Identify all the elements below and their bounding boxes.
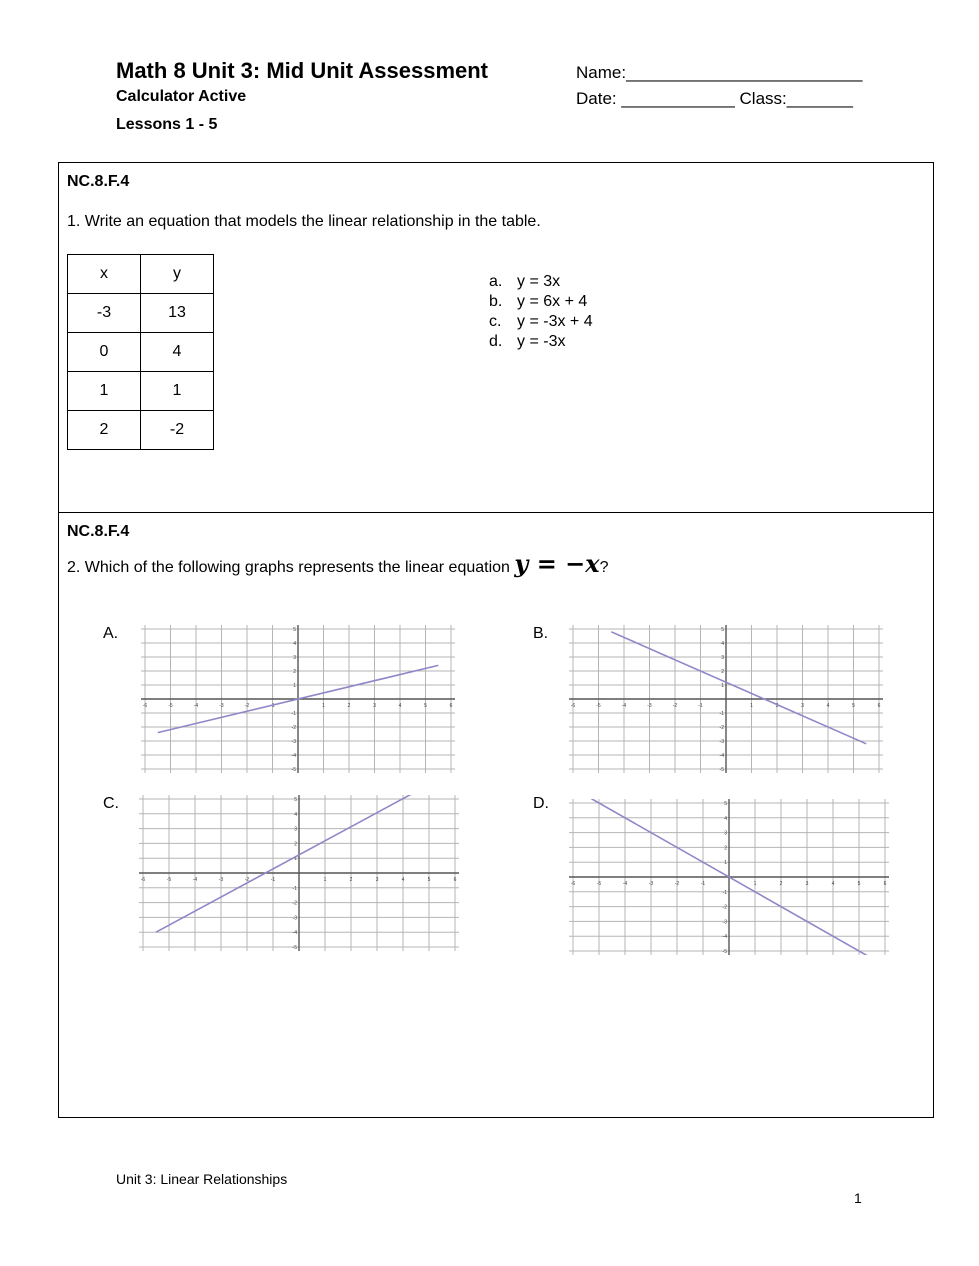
assessment-title: Math 8 Unit 3: Mid Unit Assessment bbox=[116, 58, 489, 83]
table-cell: 1 bbox=[141, 372, 214, 411]
x-tick-label: 4 bbox=[831, 881, 835, 887]
y-tick-label: -4 bbox=[722, 934, 727, 941]
y-tick-label: -4 bbox=[719, 753, 724, 759]
y-tick-label: 4 bbox=[721, 641, 724, 647]
x-tick-label: 4 bbox=[826, 703, 830, 709]
calculator-note: Calculator Active bbox=[116, 88, 247, 105]
y-tick-label: 2 bbox=[293, 669, 296, 675]
x-tick-label: 5 bbox=[427, 877, 431, 883]
x-tick-label: 2 bbox=[347, 703, 351, 709]
y-tick-label: 3 bbox=[294, 826, 297, 833]
y-tick-label: -5 bbox=[719, 767, 724, 773]
y-tick-label: -2 bbox=[292, 900, 297, 907]
y-tick-label: -3 bbox=[291, 739, 296, 745]
x-tick-label: 5 bbox=[857, 881, 861, 887]
y-tick-label: -2 bbox=[719, 725, 724, 731]
choice-text: y = -3x + 4 bbox=[517, 313, 593, 330]
x-tick-label: 2 bbox=[779, 881, 783, 887]
y-tick-label: -2 bbox=[722, 904, 727, 911]
y-tick-label: -4 bbox=[292, 930, 297, 937]
x-tick-label: -5 bbox=[166, 877, 172, 883]
choice-letter: d. bbox=[489, 333, 503, 350]
x-tick-label: -3 bbox=[648, 881, 654, 887]
choice-letter: a. bbox=[489, 273, 503, 290]
table-header-y: y bbox=[141, 255, 214, 294]
answer-choices bbox=[489, 272, 593, 352]
question-2-box bbox=[58, 512, 934, 1118]
y-tick-label: 5 bbox=[294, 797, 297, 803]
page-number: 1 bbox=[854, 1190, 862, 1206]
x-tick-label: 1 bbox=[323, 877, 327, 883]
table-cell: -2 bbox=[141, 411, 214, 450]
date-class-field: Date: ____________ Class:_______ bbox=[576, 89, 853, 108]
table-cell: 4 bbox=[141, 333, 214, 372]
table-row bbox=[68, 294, 214, 333]
y-tick-label: 3 bbox=[721, 655, 724, 661]
x-tick-label: -3 bbox=[647, 703, 652, 709]
y-tick-label: -4 bbox=[291, 753, 296, 759]
x-tick-label: -5 bbox=[168, 703, 173, 709]
x-tick-label: -6 bbox=[142, 703, 148, 709]
x-tick-label: 6 bbox=[883, 881, 887, 887]
choice-letter: b. bbox=[489, 293, 503, 310]
x-tick-label: -2 bbox=[244, 877, 250, 883]
choice-text: y = -3x bbox=[517, 333, 566, 350]
choice-a[interactable] bbox=[489, 272, 593, 292]
graph-c-label: C. bbox=[103, 795, 119, 812]
graph-a-label: A. bbox=[103, 625, 119, 642]
x-tick-label: -1 bbox=[700, 881, 706, 887]
x-tick-label: 4 bbox=[398, 703, 402, 709]
table-row bbox=[68, 372, 214, 411]
x-tick-label: 5 bbox=[424, 703, 427, 709]
graph-d bbox=[569, 799, 889, 955]
question-1-box bbox=[58, 162, 934, 513]
y-tick-label: -1 bbox=[291, 711, 296, 717]
y-tick-label: -1 bbox=[719, 711, 724, 717]
x-tick-label: -4 bbox=[622, 881, 628, 887]
y-tick-label: 3 bbox=[293, 655, 296, 661]
choice-c[interactable] bbox=[489, 312, 593, 332]
table-row bbox=[68, 333, 214, 372]
x-tick-label: -1 bbox=[270, 877, 276, 883]
y-tick-label: 2 bbox=[294, 841, 297, 848]
x-tick-label: -6 bbox=[140, 877, 146, 883]
x-tick-label: 6 bbox=[449, 703, 453, 709]
table-header-row bbox=[68, 255, 214, 294]
x-tick-label: -2 bbox=[244, 703, 250, 709]
y-tick-label: 3 bbox=[724, 830, 727, 837]
table-row bbox=[68, 411, 214, 450]
y-tick-label: -3 bbox=[722, 919, 727, 926]
x-tick-label: 4 bbox=[401, 877, 405, 883]
x-tick-label: -2 bbox=[672, 703, 678, 709]
x-tick-label: -5 bbox=[596, 881, 602, 887]
equation: y = −x bbox=[514, 549, 600, 578]
x-tick-label: 3 bbox=[373, 703, 376, 709]
x-tick-label: 1 bbox=[750, 703, 753, 709]
question-1-standard: NC.8.F.4 bbox=[67, 173, 130, 190]
x-tick-label: 2 bbox=[775, 703, 779, 709]
question-1-prompt: 1. Write an equation that models the linear relationship in the table. bbox=[67, 213, 541, 230]
choice-text: y = 6x + 4 bbox=[517, 293, 588, 310]
table-cell: 2 bbox=[68, 411, 141, 450]
y-tick-label: -5 bbox=[722, 949, 727, 955]
y-tick-label: 5 bbox=[724, 801, 727, 807]
y-tick-label: 4 bbox=[724, 815, 727, 822]
question-2-standard: NC.8.F.4 bbox=[67, 523, 130, 540]
y-tick-label: -5 bbox=[292, 945, 297, 951]
x-tick-label: 6 bbox=[453, 877, 457, 883]
x-tick-label: -1 bbox=[698, 703, 703, 709]
y-tick-label: 1 bbox=[294, 856, 297, 863]
graph-b-label: B. bbox=[533, 625, 549, 642]
y-tick-label: 5 bbox=[721, 627, 724, 633]
y-tick-label: 4 bbox=[294, 811, 297, 818]
x-tick-label: -3 bbox=[218, 877, 224, 883]
x-tick-label: -2 bbox=[674, 881, 680, 887]
xy-table bbox=[67, 254, 214, 450]
question-2-prompt: 2. Which of the following graphs represents the linear equation bbox=[67, 559, 510, 576]
table-header-x: x bbox=[68, 255, 141, 294]
y-tick-label: 1 bbox=[721, 683, 724, 689]
x-tick-label: 3 bbox=[801, 703, 804, 709]
table-cell: 0 bbox=[68, 333, 141, 372]
x-tick-label: 2 bbox=[349, 877, 353, 883]
y-tick-label: -5 bbox=[291, 767, 296, 773]
choice-letter: c. bbox=[489, 313, 502, 330]
y-tick-label: -3 bbox=[719, 739, 724, 745]
y-tick-label: 5 bbox=[293, 627, 296, 633]
table-cell: 13 bbox=[141, 294, 214, 333]
x-tick-label: 3 bbox=[375, 877, 379, 883]
graph-d-label: D. bbox=[533, 795, 549, 812]
graph-a bbox=[141, 625, 455, 773]
y-tick-label: 1 bbox=[293, 683, 296, 689]
y-tick-label: 2 bbox=[721, 669, 724, 675]
y-tick-label: 2 bbox=[724, 845, 727, 852]
x-tick-label: -1 bbox=[270, 703, 275, 709]
x-tick-label: -4 bbox=[193, 703, 199, 709]
x-tick-label: -6 bbox=[570, 881, 576, 887]
x-tick-label: 3 bbox=[805, 881, 809, 887]
graph-c bbox=[139, 795, 459, 951]
graph-b bbox=[569, 625, 883, 773]
question-2-prompt-line bbox=[67, 549, 608, 578]
x-tick-label: -5 bbox=[596, 703, 601, 709]
x-tick-label: 1 bbox=[753, 881, 757, 887]
lessons-range: Lessons 1 - 5 bbox=[116, 116, 218, 133]
x-tick-label: 1 bbox=[322, 703, 325, 709]
y-tick-label: -2 bbox=[291, 725, 296, 731]
footer-unit: Unit 3: Linear Relationships bbox=[116, 1171, 288, 1187]
y-tick-label: -3 bbox=[292, 915, 297, 922]
x-tick-label: -4 bbox=[621, 703, 627, 709]
x-tick-label: -4 bbox=[192, 877, 198, 883]
choice-text: y = 3x bbox=[517, 273, 561, 290]
name-field: Name:_________________________ bbox=[576, 63, 863, 82]
y-tick-label: 1 bbox=[724, 860, 727, 867]
question-mark: ? bbox=[599, 559, 609, 576]
table-cell: 1 bbox=[68, 372, 141, 411]
y-tick-label: -1 bbox=[722, 889, 727, 896]
x-tick-label: -3 bbox=[219, 703, 224, 709]
y-tick-label: 4 bbox=[293, 641, 296, 647]
table-cell: -3 bbox=[68, 294, 141, 333]
x-tick-label: 5 bbox=[852, 703, 855, 709]
choice-b[interactable] bbox=[489, 292, 593, 312]
x-tick-label: -6 bbox=[570, 703, 576, 709]
choice-d[interactable] bbox=[489, 332, 593, 352]
y-tick-label: -1 bbox=[292, 885, 297, 892]
x-tick-label: 6 bbox=[877, 703, 881, 709]
